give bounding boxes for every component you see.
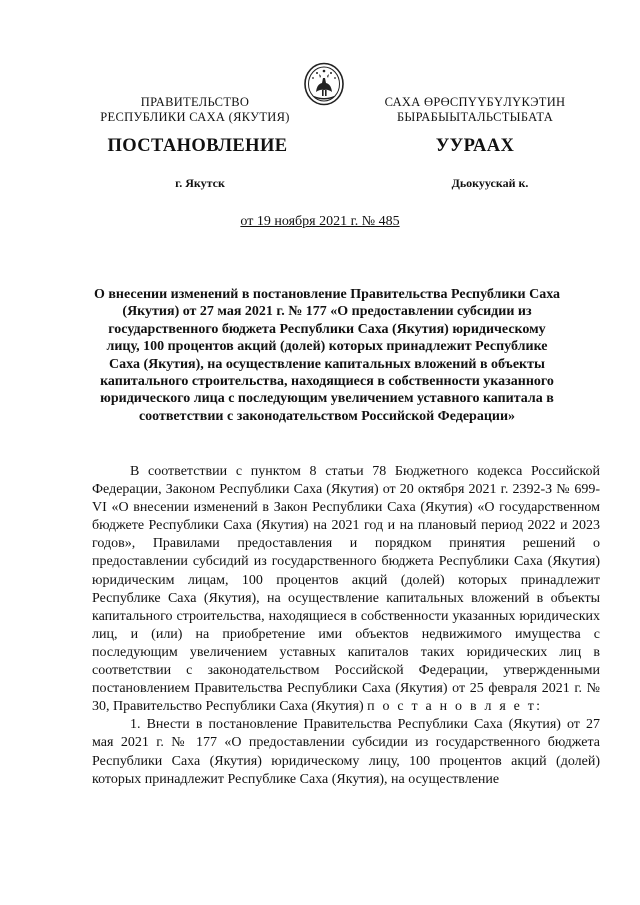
document-body xyxy=(92,463,600,789)
city-russian: г. Якутск xyxy=(175,176,225,190)
date-and-number: от 19 ноября 2021 г. № 485 xyxy=(240,214,400,229)
gov-left-line2: РЕСПУБЛИКИ САХА (ЯКУТИЯ) xyxy=(100,110,290,124)
decree-word: п о с т а н о в л я е т: xyxy=(367,699,543,715)
gov-left-line1: ПРАВИТЕЛЬСТВО xyxy=(140,95,250,109)
document-title: О внесении изменений в постановление Правительства Республики Саха (Якутия) от 27 мая 2021 г. № 177 «О предоставлении субсидии из государственного бюджета Республики Саха (Якутия) юридическому лицу, 100 процентов акций (долей) которых принадлежит Республике Саха (Якутия), на осуществление капитальных вложений в объекты капитального строительства, находящиеся в собственности указанного юридического лица с последующим увеличением уставного капитала в соответствии с законодательством Российской Федерации» xyxy=(93,287,561,424)
government-name-russian xyxy=(100,95,290,125)
gov-right-line1: САХА ӨРӨСПҮҮБҮЛҮКЭТИН xyxy=(384,95,566,109)
gov-right-line2: БЫРАБЫЫТАЛЬСТЫБАТА xyxy=(396,110,554,124)
coat-of-arms-emblem-icon xyxy=(303,62,345,106)
body-paragraph-1 xyxy=(92,463,600,716)
body-paragraph-2: 1. Внести в постановление Правительства Республики Саха (Якутия) от 27 мая 2021 г. № 177 «О предоставлении субсидии из государственного бюджета Республики Саха (Якутия) юридическому лицу, 100 процентов акций (долей) которых принадлежит Республике Саха (Якутия), на осуществление xyxy=(92,717,600,787)
city-sakha: Дьокуускай к. xyxy=(451,176,529,190)
doc-type-sakha: УУРААХ xyxy=(435,136,515,156)
paragraph-1-text: В соответствии с пунктом 8 статьи 78 Бюджетного кодекса Российской Федерации, Законом Республики Саха (Якутия) от 20 октября 2021 г. 2392-З № 699-VI «О внесении изменений в Закон Республики Саха (Якутия) «О государственном бюджете Республики Саха (Якутия) на 2021 год и на плановый период 2022 и 2023 годов», Правилами предоставления и порядком принятия решений о предоставлении субсидий из государственного бюджета Республики Саха (Якутия) юридическим лицам, 100 процентов акций (долей) которых принадлежит Республике Саха (Якутия), на осуществление капитальных вложений в объекты капитального строительства, находящиеся в собственности указанных юридических лиц, и (или) на приобретение ими объектов недвижимого имущества с последующим увеличением уставных капиталов таких юридических лиц в соответствии с законодательством Российской Федерации, утвержденными постановлением Правительства Республики Саха (Якутия) от 25 февраля 2021 г. № 30, Правительство Республики Саха (Якутия) xyxy=(92,464,600,715)
government-name-sakha xyxy=(360,95,590,125)
doc-type-russian: ПОСТАНОВЛЕНИЕ xyxy=(107,136,288,156)
